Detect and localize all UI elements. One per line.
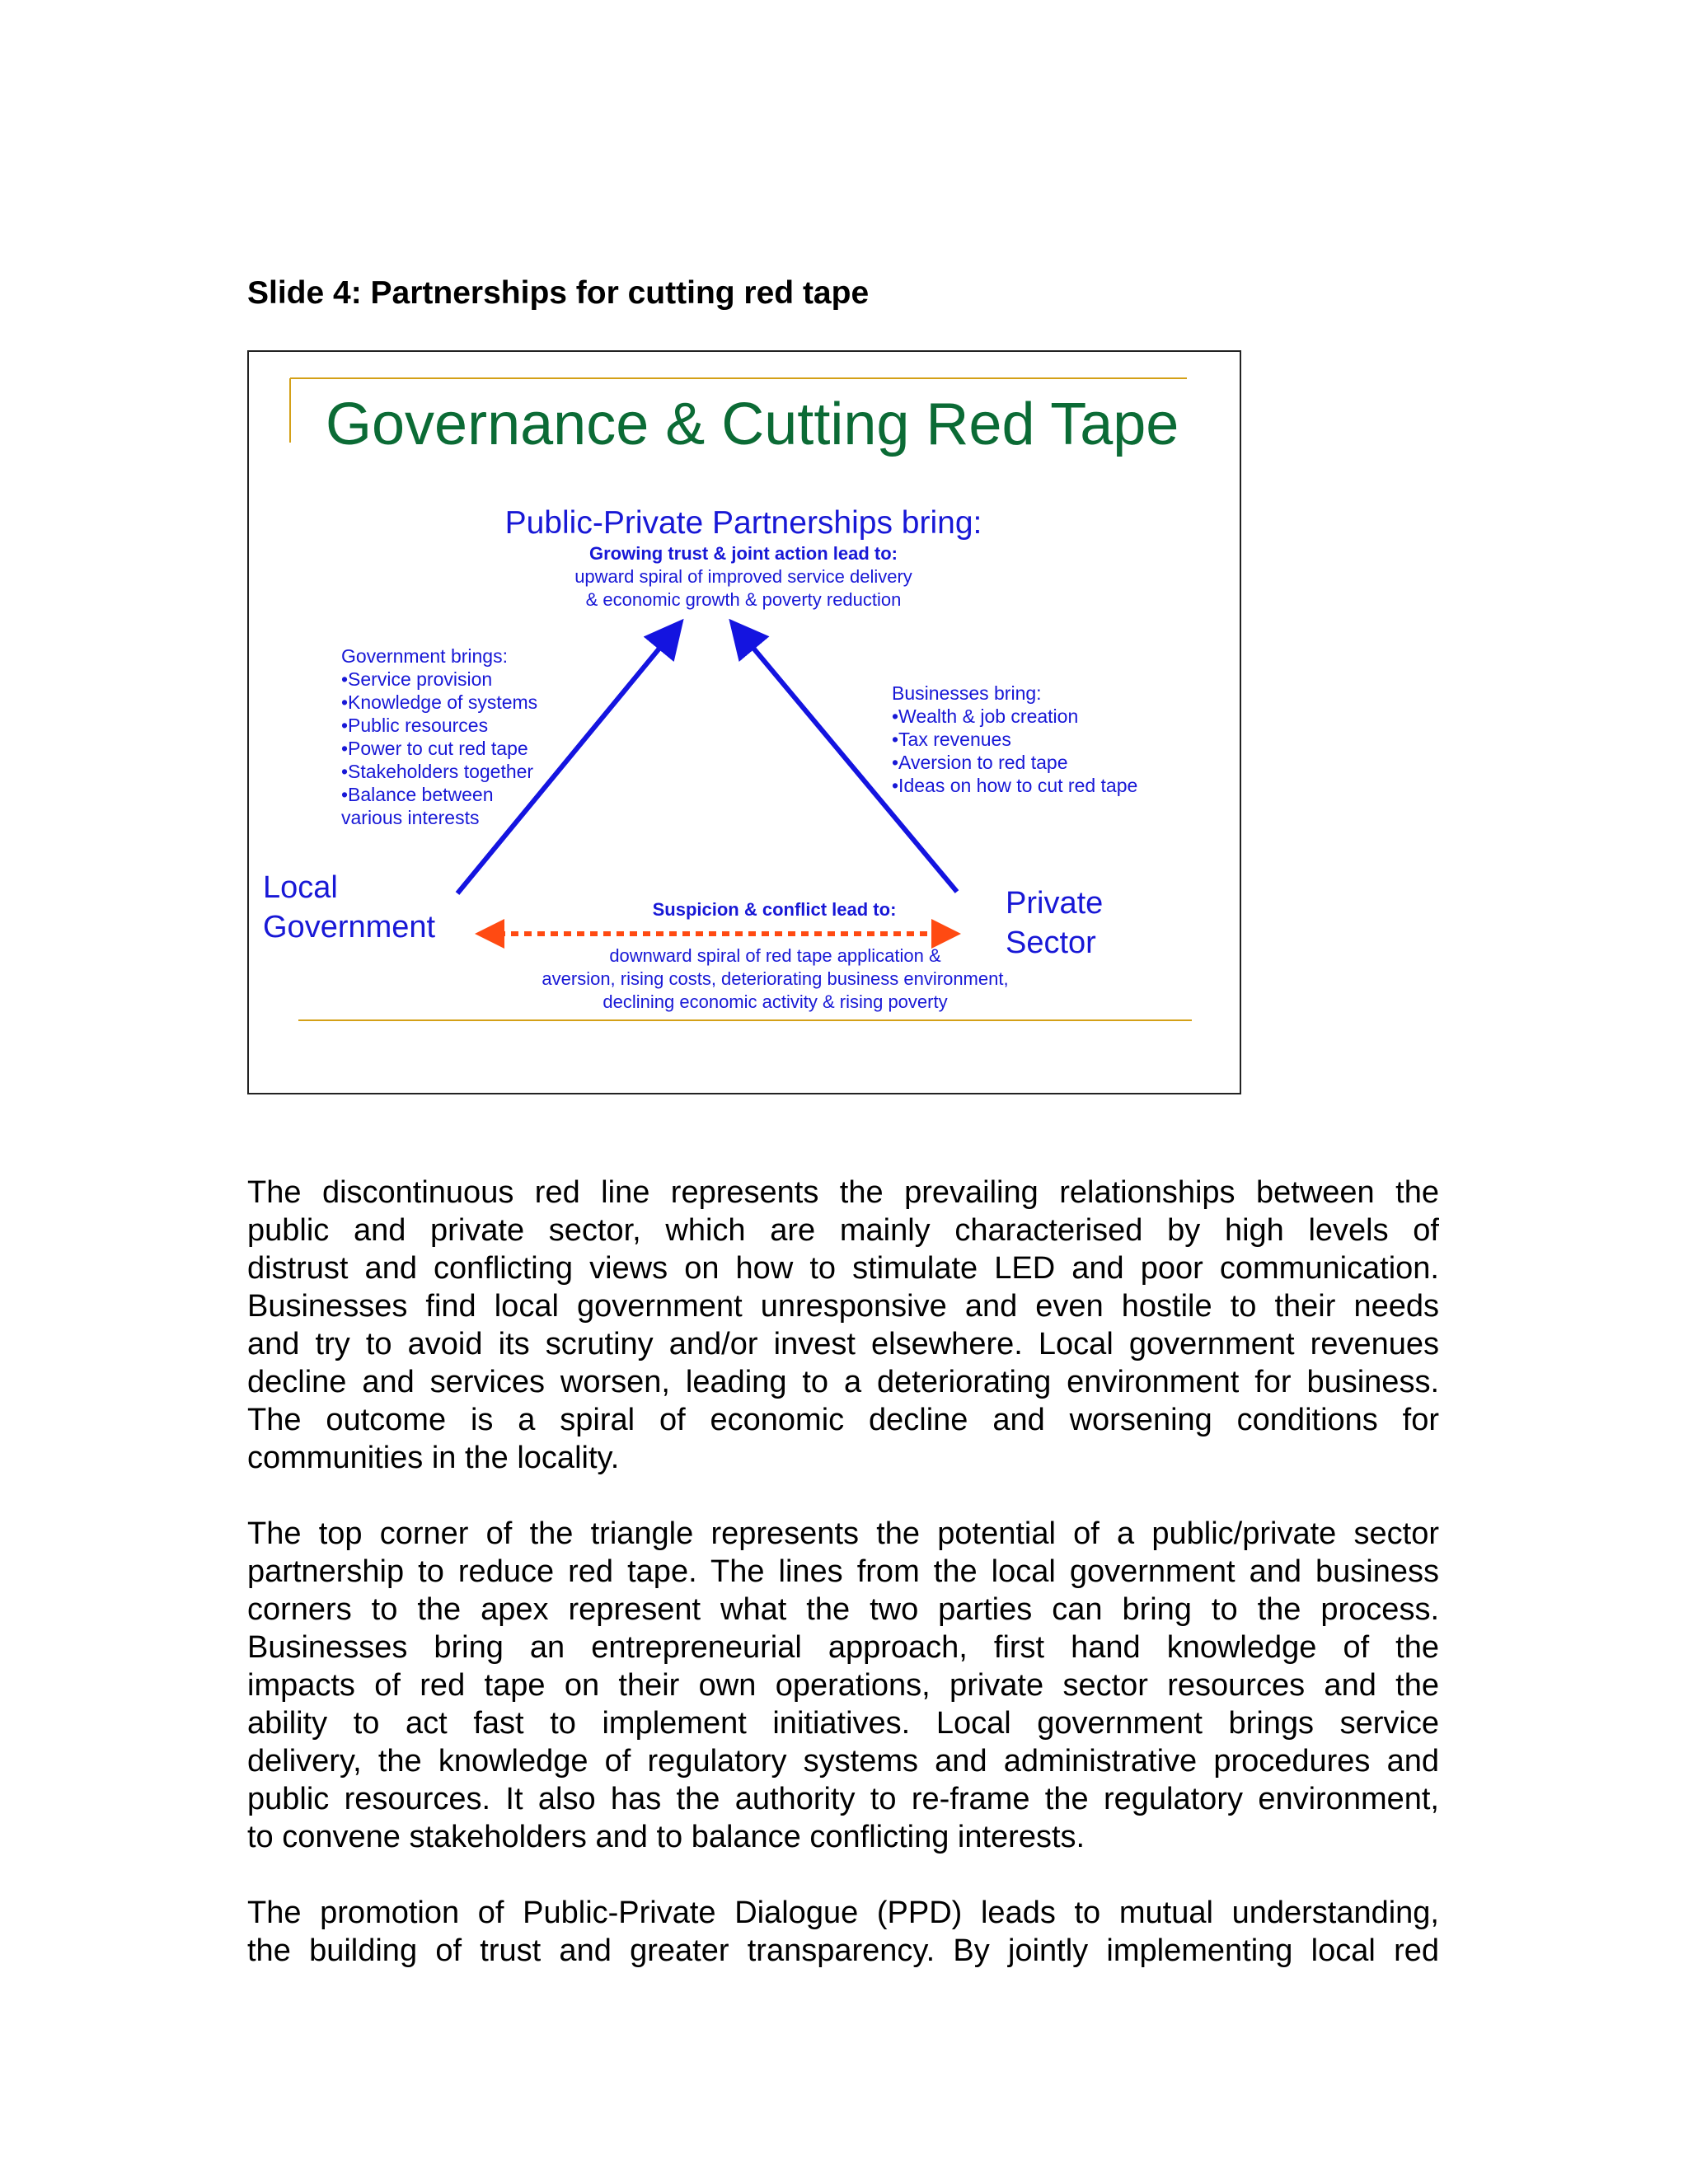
businesses-item: •Tax revenues — [892, 729, 1011, 750]
upward-line-1: upward spiral of improved service delivery — [574, 566, 912, 587]
slide-heading: Slide 4: Partnerships for cutting red tape — [247, 275, 870, 311]
ppp-heading: Public-Private Partnerships bring: — [504, 505, 982, 541]
businesses-item: •Aversion to red tape — [892, 752, 1068, 773]
government-item: •Public resources — [341, 715, 489, 736]
government-item: •Power to cut red tape — [341, 738, 528, 759]
local-government-label: Local Government — [263, 870, 436, 944]
downward-line-1: downward spiral of red tape application & — [609, 945, 941, 966]
government-item: •Service provision — [341, 668, 493, 690]
government-heading: Government brings: — [341, 645, 508, 667]
government-item-continuation: various interests — [341, 807, 480, 828]
businesses-list — [892, 682, 1137, 797]
businesses-heading: Businesses bring: — [892, 682, 1042, 704]
slide-title: Governance & Cutting Red Tape — [326, 391, 1179, 457]
government-item: •Stakeholders together — [341, 761, 534, 782]
body-paragraph-3: The promotion of Public-Private Dialogue (PPD) leads to mutual understanding, the building of trust and greater transparency. By jointly implementing local red — [247, 1896, 1439, 1968]
upward-line-2: & economic growth & poverty reduction — [585, 589, 902, 610]
body-paragraph-2: The top corner of the triangle represents the potential of a public/private sector partnership to reduce red tape. The lines from the local government and business corners to the apex represent what the two parties can bring to the process. Businesses bring an entrepreneurial approach, first hand knowledge of the impacts of red tape on their own operations, private sector resources and the ability to act fast to implement initiatives. Local government brings service delivery, the knowledge of regulatory systems and administrative procedures and public resources. It also has the authority to re-frame the regulatory environment, to convene stakeholders and to balance conflicting interests. — [247, 1516, 1439, 1854]
suspicion-label: Suspicion & conflict lead to: — [652, 899, 897, 920]
body-paragraph-1: The discontinuous red line represents the prevailing relationships between the public and private sector, which are mainly characterised by high levels of distrust and conflicting views on how to stimulate LED and poor communication. Businesses find local government unresponsive and even hostile to their needs and try to avoid its scrutiny and/or invest elsewhere. Local government revenues decline and services worsen, leading to a deteriorating environment for business. The outcome is a spiral of economic decline and worsening conditions for communities in the locality. — [247, 1175, 1439, 1475]
government-list — [341, 644, 537, 829]
downward-line-3: declining economic activity & rising poverty — [603, 991, 948, 1012]
downward-line-2: aversion, rising costs, deteriorating business environment, — [542, 968, 1009, 989]
growing-trust-label: Growing trust & joint action lead to: — [589, 543, 898, 564]
government-item: •Balance between — [341, 784, 494, 805]
slide-figure — [247, 350, 1241, 1094]
private-sector-label: Private Sector — [1006, 886, 1104, 960]
government-item: •Knowledge of systems — [341, 691, 538, 713]
businesses-item: •Ideas on how to cut red tape — [892, 775, 1138, 796]
businesses-item: •Wealth & job creation — [892, 705, 1079, 727]
